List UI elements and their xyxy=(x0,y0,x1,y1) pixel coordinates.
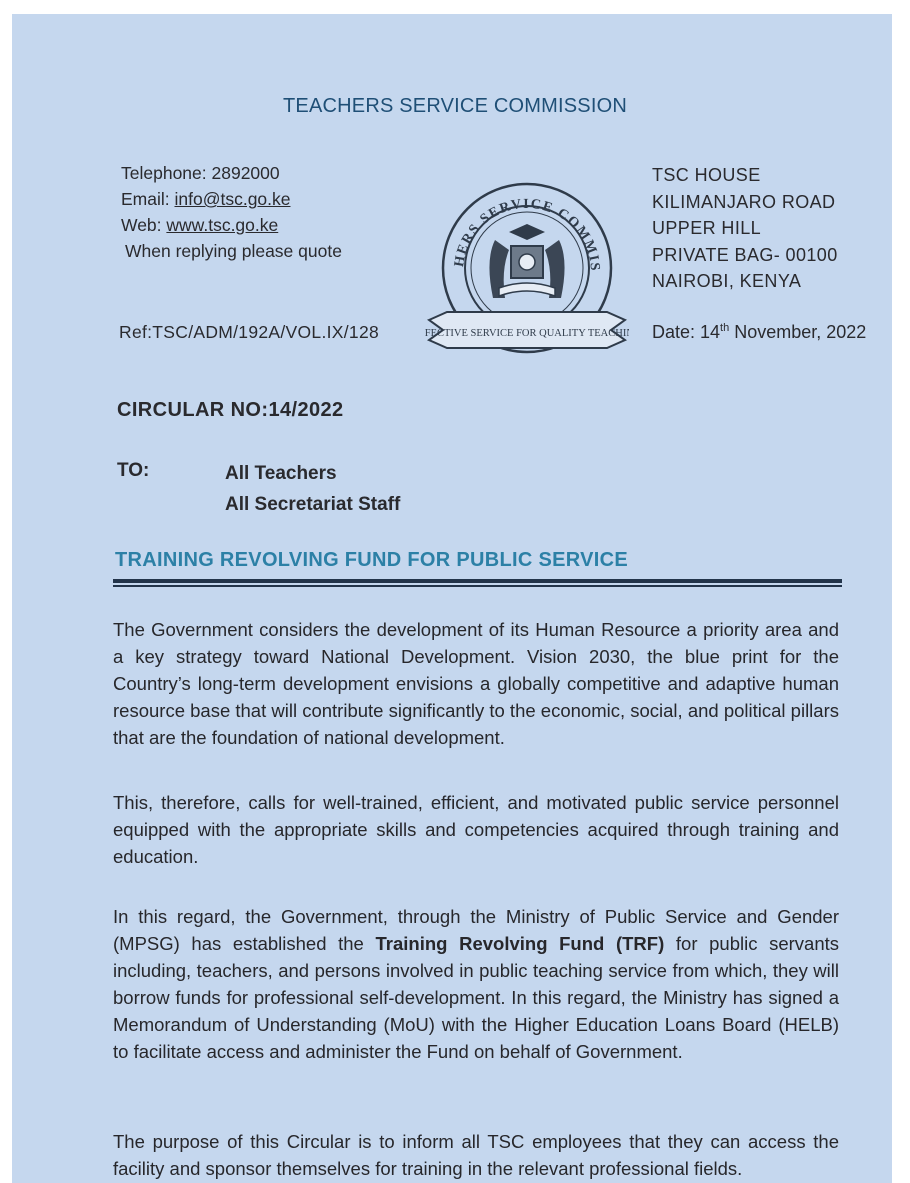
address-line: TSC HOUSE xyxy=(652,165,761,185)
heading-divider-thin xyxy=(113,585,842,587)
telephone-label: Telephone: xyxy=(121,163,212,183)
svg-text:TEACHERS SERVICE COMMISSION: HERS SERVICE COMMIS xyxy=(452,196,603,273)
body-paragraph-4: The purpose of this Circular is to inform all TSC employees that they can access the facility and sponsor themselves for training in the relevant professional fields. xyxy=(113,1131,839,1179)
address-line: KILIMANJARO ROAD xyxy=(652,191,836,212)
date-suffix: th xyxy=(720,322,730,334)
web-link[interactable]: www.tsc.go.ke xyxy=(166,215,279,235)
address-line: PRIVATE BAG- 00100 xyxy=(652,244,838,265)
paragraph-text: for public servants including, teachers, and persons involved in public teaching service from which, they will borrow funds for professional self-development. In this regard, the Ministry has signed a Memorandum of Understanding (MoU) with the Higher Education Loans Board (HELB) to facilitate access and administer the Fund on behalf of Government. xyxy=(113,933,840,1062)
recipient: All Secretariat Staff xyxy=(225,494,401,515)
body-paragraph-1: The Government considers the development of its Human Resource a priority area and a key strategy toward National Development. Vision 2030, the blue print for the Country’s long-term development envisions a globally competitive and adaptive human resource base that will contribute significantly to the economic, social, and political pillars that are the foundation of national development. xyxy=(113,619,839,748)
tsc-seal-icon xyxy=(425,180,629,364)
email-link[interactable]: info@tsc.go.ke xyxy=(174,189,291,209)
address-block xyxy=(652,162,838,295)
reply-note: When replying please quote xyxy=(125,241,342,261)
organization-title: TEACHERS SERVICE COMMISSION xyxy=(283,95,627,117)
to-label: TO: xyxy=(117,460,150,481)
email-label: Email: xyxy=(121,189,175,209)
telephone-value: 2892000 xyxy=(211,163,280,183)
paragraph-text: In this regard, the Government, through the Ministry of Public Service and Gender (MPSG) has established the xyxy=(113,906,839,954)
reference-number: Ref:TSC/ADM/192A/VOL.IX/128 xyxy=(119,322,380,342)
date-label: Date: 14 xyxy=(652,322,721,342)
fund-name: Training Revolving Fund (TRF) xyxy=(375,933,665,954)
subject-heading: TRAINING REVOLVING FUND FOR PUBLIC SERVICE xyxy=(115,549,628,571)
address-line: UPPER HILL xyxy=(652,218,762,238)
seal-graphic xyxy=(425,180,629,364)
recipients-list xyxy=(225,458,400,520)
contact-block xyxy=(121,160,342,264)
letter-date xyxy=(652,322,866,343)
circular-number: CIRCULAR NO:14/2022 xyxy=(117,399,344,421)
web-line xyxy=(121,212,342,238)
telephone-line xyxy=(121,160,342,186)
recipient: All Teachers xyxy=(225,463,337,484)
address-line: NAIROBI, KENYA xyxy=(652,271,802,291)
date-rest: November, 2022 xyxy=(729,322,867,342)
web-label: Web: xyxy=(121,215,167,235)
email-line xyxy=(121,186,342,212)
svg-text:EFFECTIVE SERVICE FOR QUALITY: FECTIVE SERVICE FOR QUALITY TEACHI xyxy=(425,328,627,339)
body-paragraph-3 xyxy=(113,903,839,1065)
body-paragraph-2: This, therefore, calls for well-trained, efficient, and motivated public service personnel equipped with the appropriate skills and competencies acquired through training and education. xyxy=(113,792,839,867)
heading-divider xyxy=(113,579,842,583)
